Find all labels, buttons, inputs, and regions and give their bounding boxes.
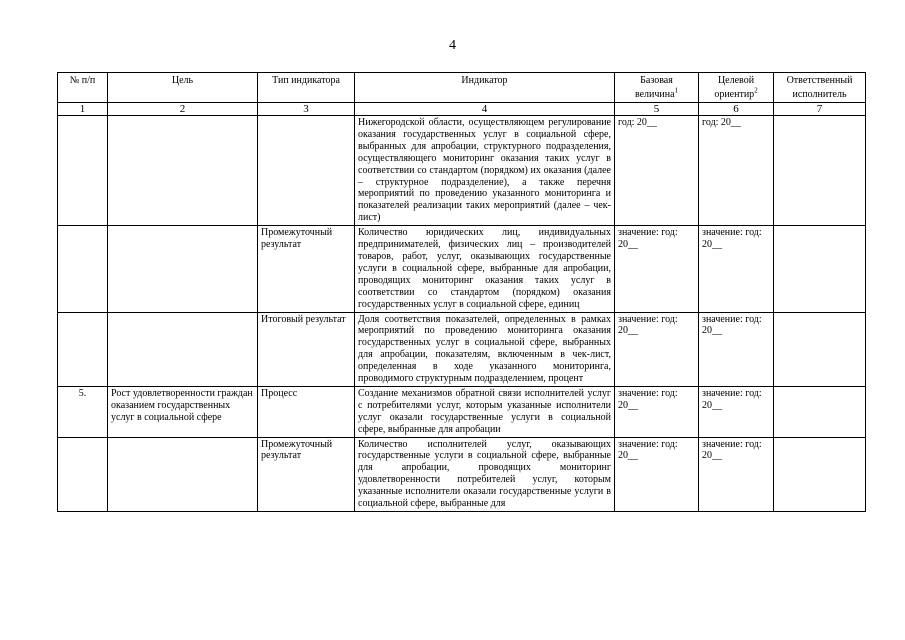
header-indicator: Индикатор xyxy=(355,73,615,103)
header-num: № п/п xyxy=(58,73,108,103)
col-number: 2 xyxy=(108,103,258,116)
row-num xyxy=(58,116,108,226)
col-number: 6 xyxy=(699,103,774,116)
row-base: год: 20__ xyxy=(615,116,699,226)
header-target: Целевой ориентир$^2$ xyxy=(699,73,774,103)
row-goal: Рост удовлетворенности граждан оказанием государственных услуг в социальной сфере xyxy=(108,386,258,437)
row-base: значение: год: 20__ xyxy=(615,437,699,511)
row-target: год: 20__ xyxy=(699,116,774,226)
header-type: Тип индикатора xyxy=(258,73,355,103)
column-number-row xyxy=(58,103,866,116)
row-base: значение: год: 20__ xyxy=(615,312,699,386)
table-row xyxy=(58,312,866,386)
row-target: значение: год: 20__ xyxy=(699,386,774,437)
row-base: значение: год: 20__ xyxy=(615,386,699,437)
header-goal: Цель xyxy=(108,73,258,103)
row-type xyxy=(258,116,355,226)
row-num xyxy=(58,226,108,312)
col-number: 3 xyxy=(258,103,355,116)
row-responsible xyxy=(774,437,866,511)
row-num xyxy=(58,312,108,386)
row-type: Промежуточный результат xyxy=(258,226,355,312)
row-indicator: Количество исполнителей услуг, оказывающих государственные услуги в социальной сфере, выбранные для апробации, проводящих мониторинг удовлетворенности потребителей услуг, которым указанные исполнители оказали государственные услуги в социальной сфере, выбранные для xyxy=(355,437,615,511)
table-header-row xyxy=(58,73,866,103)
row-target: значение: год: 20__ xyxy=(699,226,774,312)
row-responsible xyxy=(774,312,866,386)
row-goal xyxy=(108,226,258,312)
row-responsible xyxy=(774,226,866,312)
row-num xyxy=(58,437,108,511)
indicators-table xyxy=(57,72,866,512)
footnote-1: 1 xyxy=(674,86,679,95)
col-number: 4 xyxy=(355,103,615,116)
row-goal xyxy=(108,312,258,386)
row-indicator: Доля соответствия показателей, определенных в рамках мероприятий по проведению мониторинга оказания государственных услуг в социальной сфере, выбранных для апробации, показателям, включенным в чек-лист, определенная в ходе указанного мониторинга, проводимого структурным подразделением, процент xyxy=(355,312,615,386)
row-goal xyxy=(108,116,258,226)
row-type: Итоговый результат xyxy=(258,312,355,386)
footnote-2: 2 xyxy=(754,86,758,95)
row-num: 5. xyxy=(58,386,108,437)
row-indicator: Нижегородской области, осуществляющем регулирование оказания государственных услуг в социальной сфере, выбранных для апробации, структурного подразделения, осуществляющего мониторинг оказания таких услуг в соответствии со стандартом (порядком) их оказания (далее – структурное подразделение), а также перечня мероприятий по проведению указанного мониторинга и показателей реализации таких мероприятий (далее – чек-лист) xyxy=(355,116,615,226)
table-row xyxy=(58,116,866,226)
col-number: 7 xyxy=(774,103,866,116)
row-indicator: Создание механизмов обратной связи исполнителей услуг с потребителями услуг, которым указанные исполнители услуг оказали государственные услуги в социальной сфере, выбранные для апробации xyxy=(355,386,615,437)
header-responsible: Ответственный исполнитель xyxy=(774,73,866,103)
page-number: 4 xyxy=(449,38,456,53)
row-indicator: Количество юридических лиц, индивидуальных предпринимателей, физических лиц – производителей товаров, работ, услуг, оказывающих государственные услуги в социальной сфере, выбранные для апробации, проводящих мониторинг оказания таких услуг в соответствии со стандартом (порядком) оказания государственных услуг в социальной сфере, единиц xyxy=(355,226,615,312)
col-number: 5 xyxy=(615,103,699,116)
row-type: Процесс xyxy=(258,386,355,437)
table-row xyxy=(58,386,866,437)
row-type: Промежуточный результат xyxy=(258,437,355,511)
row-responsible xyxy=(774,116,866,226)
table-row xyxy=(58,437,866,511)
header-base: Базовая величина$^1$ xyxy=(615,73,699,103)
row-target: значение: год: 20__ xyxy=(699,312,774,386)
row-base: значение: год: 20__ xyxy=(615,226,699,312)
row-target: значение: год: 20__ xyxy=(699,437,774,511)
row-goal xyxy=(108,437,258,511)
row-responsible xyxy=(774,386,866,437)
table-row xyxy=(58,226,866,312)
col-number: 1 xyxy=(58,103,108,116)
